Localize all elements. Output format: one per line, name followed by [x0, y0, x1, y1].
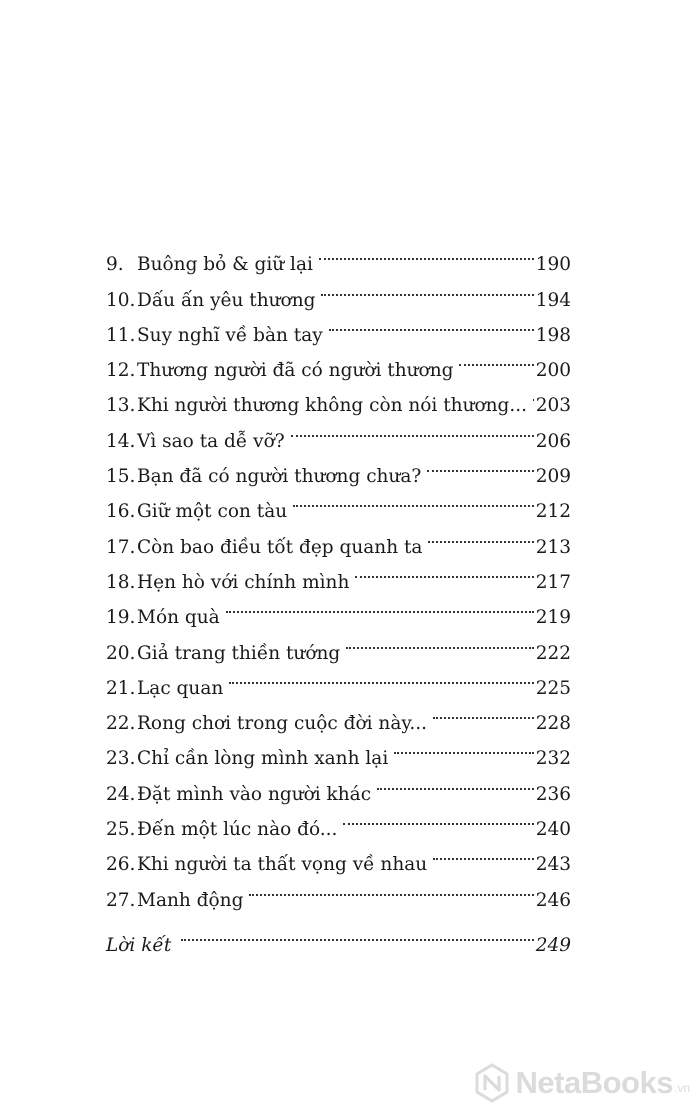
toc-leader-dots — [427, 447, 533, 482]
watermark-brand: NetaBooks — [515, 1065, 673, 1100]
toc-ending-page: 249 — [535, 934, 571, 956]
toc-leader-dots — [319, 235, 534, 270]
toc-page-number: 222 — [535, 642, 571, 664]
toc-page-number: 219 — [535, 607, 571, 629]
toc-page-number: 228 — [535, 713, 571, 735]
toc-leader-dots — [394, 729, 533, 764]
toc-page-number: 236 — [535, 783, 571, 805]
toc-leader-dots — [329, 306, 534, 341]
toc-title: Bạn đã có người thương chưa? — [137, 466, 422, 488]
toc-number: 13. — [106, 395, 136, 417]
toc-title: Manh động — [137, 889, 244, 911]
toc-ending-row[interactable] — [106, 916, 571, 956]
toc-number: 12. — [106, 360, 136, 382]
toc-page-number: 194 — [535, 289, 571, 311]
toc-title: Đặt mình vào người khác — [137, 783, 372, 805]
toc-number: 22. — [106, 713, 136, 735]
toc-leader-dots — [433, 835, 533, 870]
toc-number: 25. — [106, 819, 136, 841]
toc-number: 18. — [106, 571, 136, 593]
toc-number: 27. — [106, 889, 136, 911]
toc-title: Thương người đã có người thương — [137, 360, 454, 382]
toc-number: 14. — [106, 430, 136, 452]
toc-leader-dots — [355, 553, 533, 588]
toc-number: 20. — [106, 642, 136, 664]
toc-page-number: 213 — [535, 536, 571, 558]
toc-leader-dots — [346, 623, 533, 658]
toc-page-number: 243 — [535, 854, 571, 876]
toc-title: Giả trang thiền tướng — [137, 642, 341, 664]
toc-leader-dots — [377, 764, 534, 799]
toc-title: Khi người thương không còn nói thương... — [137, 395, 528, 417]
toc-entries — [106, 235, 571, 911]
toc-title: Hẹn hò với chính mình — [137, 571, 350, 593]
toc-page-number: 200 — [535, 360, 571, 382]
toc-leader-dots — [533, 376, 534, 411]
toc-page-number: 212 — [535, 501, 571, 523]
toc-page-number: 217 — [535, 571, 571, 593]
toc-page-number: 209 — [535, 466, 571, 488]
toc-number: 21. — [106, 677, 136, 699]
toc-title: Đến một lúc nào đó... — [137, 819, 338, 841]
watermark-suffix: .vn — [673, 1081, 690, 1095]
toc-page-number: 206 — [535, 430, 571, 452]
toc-page-number: 198 — [535, 324, 571, 346]
toc-page-number: 203 — [535, 395, 571, 417]
table-of-contents — [106, 235, 571, 956]
toc-number: 23. — [106, 748, 136, 770]
toc-number: 16. — [106, 501, 136, 523]
toc-title: Món quà — [137, 607, 220, 629]
toc-page-number: 190 — [535, 254, 571, 276]
toc-leader-dots — [229, 659, 533, 694]
toc-ending-title: Lời kết — [106, 934, 172, 956]
toc-title: Giữ một con tàu — [137, 501, 288, 523]
toc-page-number: 240 — [535, 819, 571, 841]
toc-title: Khi người ta thất vọng về nhau — [137, 854, 428, 876]
toc-leader-dots — [343, 800, 533, 835]
toc-number: 19. — [106, 607, 136, 629]
toc-number: 17. — [106, 536, 136, 558]
toc-leader-dots — [291, 411, 534, 446]
toc-number: 24. — [106, 783, 136, 805]
toc-title: Vì sao ta dễ vỡ? — [137, 430, 285, 452]
toc-leader-dots — [433, 694, 534, 729]
watermark — [474, 1063, 690, 1103]
toc-title: Lạc quan — [137, 677, 224, 699]
toc-leader-dots — [293, 482, 534, 517]
toc-leader-dots — [226, 588, 534, 623]
toc-number: 9. — [106, 254, 124, 276]
toc-title: Dấu ấn yêu thương — [137, 289, 316, 311]
toc-leader-dots — [181, 916, 533, 951]
toc-title: Chỉ cần lòng mình xanh lại — [137, 748, 389, 770]
netabooks-logo-icon — [474, 1063, 510, 1103]
toc-title: Buông bỏ & giữ lại — [137, 254, 313, 276]
toc-leader-dots — [249, 870, 533, 905]
toc-leader-dots — [321, 270, 533, 305]
toc-number: 15. — [106, 466, 136, 488]
toc-row[interactable] — [106, 235, 571, 276]
toc-page-number: 232 — [535, 748, 571, 770]
toc-page-number: 246 — [535, 889, 571, 911]
toc-number: 26. — [106, 854, 136, 876]
toc-title: Suy nghĩ về bàn tay — [137, 324, 323, 346]
toc-page-number: 225 — [535, 677, 571, 699]
toc-leader-dots — [459, 341, 533, 376]
toc-title: Còn bao điều tốt đẹp quanh ta — [137, 536, 423, 558]
toc-title: Rong chơi trong cuộc đời này... — [137, 713, 427, 735]
toc-leader-dots — [428, 517, 533, 552]
toc-number: 10. — [106, 289, 136, 311]
toc-number: 11. — [106, 324, 136, 346]
